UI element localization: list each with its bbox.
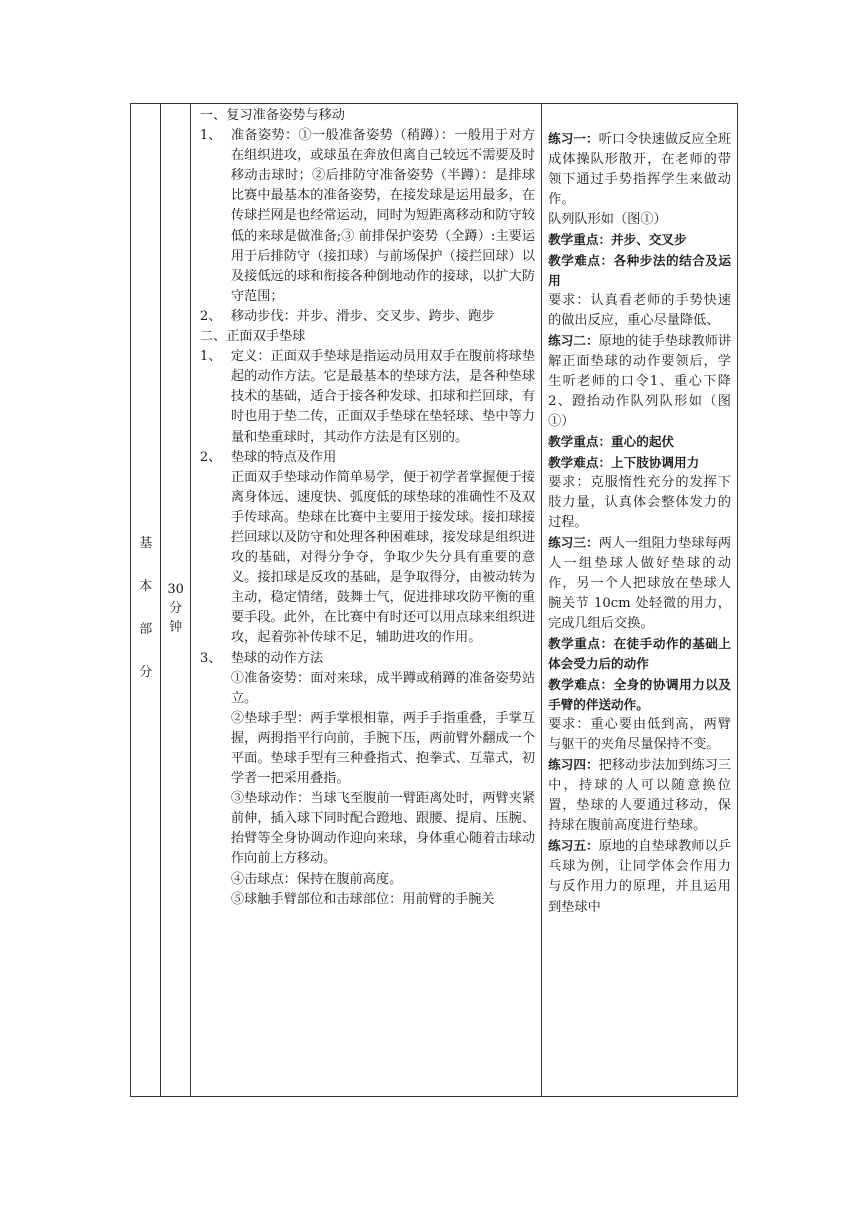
paragraph: ②垫球手型：两手掌根相靠，两手手指重叠，手掌互握，两拇指平行向前，手腕下压，两前臂外翻成一个平面。垫球手型有三种叠指式、抱拳式、互靠式，初学者一把采用叠指。 <box>230 710 536 787</box>
content-text <box>191 104 541 910</box>
section-label-char: 分 <box>139 665 153 680</box>
item-number: 2、 <box>199 308 222 324</box>
paragraph: ③垫球动作：当球飞至腹前一臂距离处时，两臂夹紧前伸，插入球下同时配合蹬地、跟腰、提肩、压腕、抬臂等全身协调动作迎向来球，身体重心随着击球动作向前上方移动。 <box>230 791 536 867</box>
list-item <box>200 649 535 669</box>
practice-body: 把移动步法加到练习三中，持球的人可以随意换位置，垫球的人要通过移动，保持球在腹前高度进行垫球。 <box>548 757 732 834</box>
list-item <box>200 126 535 307</box>
teaching-difficulty: 教学难点：上下肢协调用力 <box>548 454 700 470</box>
item-text: 移动步伐：并步、滑步、交叉步、跨步、跑步 <box>230 308 495 324</box>
teaching-key: 教学重点：在徒手动作的基础上体会受力后的动作 <box>548 636 731 672</box>
item-number: 1、 <box>199 349 222 365</box>
table-row <box>131 104 738 1097</box>
list-item <box>200 307 535 327</box>
item-text: 定义：正面双手垫球是指运动员用双手在腹前将球垫起的动作方法。它是最基本的垫球方法，是各种垫球技术的基础，适合于接各种发球、扣球和拦回球，有时也用于垫二传，正面双手垫球在垫轻球、垫中等力量和垫重球时，其动作方法是有区别的。 <box>230 349 536 445</box>
section-label-char: 基 <box>139 536 153 551</box>
practice-title: 练习四： <box>548 756 599 772</box>
list-item <box>200 347 535 447</box>
item-number: 2、 <box>199 449 222 465</box>
teaching-difficulty: 教学难点：各种步法的结合及运用 <box>548 252 731 288</box>
practice-requirement: 要求：克服惰性充分的发挥下肢力量，认真体会整体发力的过程。 <box>548 474 731 530</box>
practice-paragraph <box>548 533 731 634</box>
teaching-difficulty: 教学难点：全身的协调用力以及手臂的伴送动作。 <box>548 676 731 712</box>
practice-paragraph <box>548 331 731 432</box>
lesson-plan-table <box>130 103 738 1097</box>
content-cell <box>190 104 541 1097</box>
heading-review: 一、复习准备姿势与移动 <box>199 108 345 123</box>
practice-paragraph <box>548 755 731 836</box>
practice-requirement: 要求：认真看老师的手势快速的做出反应，重心尽量降低、 <box>548 292 731 328</box>
time-cell <box>161 104 190 1097</box>
teaching-key: 教学重点：重心的起伏 <box>548 434 674 450</box>
heading-bump-pass: 二、正面双手垫球 <box>199 329 306 345</box>
practice-title: 练习三： <box>548 534 599 550</box>
practice-title: 练习一： <box>548 131 599 146</box>
practice-title: 练习二： <box>548 332 599 348</box>
teaching-key: 教学重点：并步、交叉步 <box>548 232 687 248</box>
time-label-part: 分 <box>169 601 183 616</box>
practice-requirement: 要求：重心要由低到高，两臂与躯干的夹角尽量保持不变。 <box>548 716 731 752</box>
time-label-part: 钟 <box>169 620 183 635</box>
paragraph: 正面双手垫球动作简单易学，便于初学者掌握便于接离身体远、速度快、弧度低的球垫球的准确性不及双手传球高。垫球在比赛中主要用于接发球。接扣球接拦回球以及防守和处理各种困难球，接发球是组织进攻的基础，对得分争夺，争取少失分具有重要的意义。接扣球是反攻的基础，是争取得分，由被动转为主动，稳定情绪，鼓舞士气，促进排球攻防平衡的重要手段。此外，在比赛中有时还可以用点球来组织进攻，起着弥补传球不足，辅助进攻的作用。 <box>230 469 536 646</box>
item-number: 3、 <box>199 650 222 666</box>
practice-text <box>542 104 737 918</box>
practice-body: 原地的徒手垫球教师讲解正面垫球的动作要领后，学生听老师的口令1、重心下降 2、蹬抬动作队列队形如（图①） <box>548 333 732 430</box>
item-title: 垫球的动作方法 <box>230 650 324 666</box>
practice-paragraph: 队列队形如（图①） <box>548 212 667 228</box>
section-label <box>131 536 160 708</box>
item-title: 垫球的特点及作用 <box>230 449 337 465</box>
practice-title: 练习五： <box>548 838 599 854</box>
practice-body: 两人一组阻力垫球每两人一组垫球人做好垫球的动作，另一个人把球放在垫球人腕关节 10cm 处轻微的用力，完成几组后交换。 <box>548 535 732 632</box>
section-label-char: 部 <box>139 622 153 637</box>
practice-body: 原地的自垫球教师以乒乓球为例，让同学体会作用力与反作用力的原理，并且运用到垫球中 <box>548 839 732 915</box>
list-item <box>200 448 535 468</box>
item-number: 1、 <box>199 128 222 144</box>
practice-cell <box>542 104 738 1097</box>
practice-body: 听口令快速做反应全班成体操队形散开，在老师的带领下通过手势指挥学生来做动作。 <box>548 132 732 208</box>
paragraph: ④击球点：保持在腹前高度。 <box>230 871 403 887</box>
item-text: 准备姿势：①一般准备姿势（稍蹲）：一般用于对方在组织进攻，或球虽在奔放但离自己较远不需要及时移动击球时；②后排防守准备姿势（半蹲）：是排球比赛中最基本的准备姿势，在接发球是运用最多，在传球拦网是也经常运动，同时为短距离移动和防守较低的来球是做准备;③ 前排保护姿势（全蹲）:主要运用于后排防守（接扣球）与前场保护（接拦回球）以及接低远的球和衔接各种倒地动作的接球，以扩大防守范围； <box>230 128 536 304</box>
paragraph: ①准备姿势：面对来球，成半蹲或稍蹲的准备姿势站立。 <box>230 670 536 706</box>
paragraph: ⑤球触手臂部位和击球部位：用前臂的手腕关 <box>230 891 495 907</box>
time-label <box>161 580 189 637</box>
practice-paragraph <box>548 129 731 210</box>
time-label-part: 30 <box>167 582 184 597</box>
section-cell <box>131 104 161 1097</box>
section-label-char: 本 <box>139 579 153 594</box>
practice-paragraph <box>548 836 731 917</box>
